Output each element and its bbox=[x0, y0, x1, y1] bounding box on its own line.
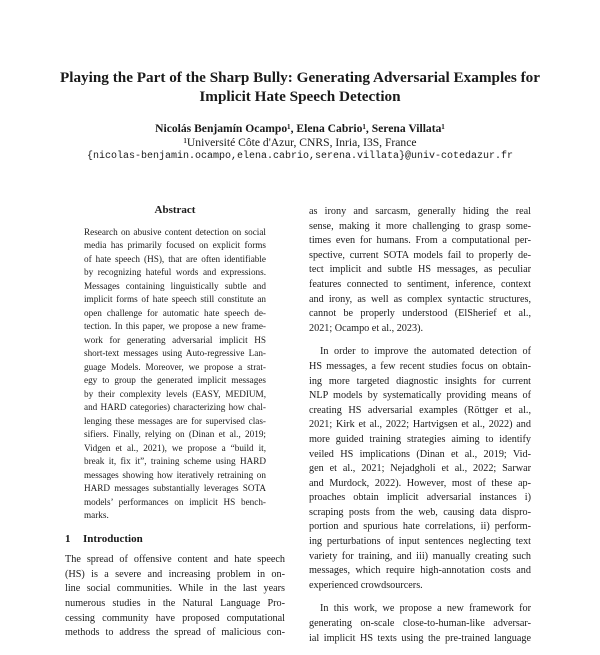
author-block bbox=[40, 122, 560, 164]
text-line: guage Models. Moreover, we propose a strat- bbox=[84, 361, 266, 372]
intro-paragraph bbox=[65, 553, 285, 641]
text-line: Messages containing linguistically subtle and bbox=[84, 280, 266, 291]
left-column bbox=[65, 203, 285, 650]
text-line: Vidgen et al., 2021), we propose a “build it, bbox=[84, 442, 266, 453]
text-line: line social communities. While in the last years bbox=[65, 583, 285, 595]
affiliation: ¹Université Côte d'Azur, CNRS, Inria, I3S, France bbox=[183, 136, 417, 149]
title-line: Playing the Part of the Sharp Bully: Generating Adversarial Examples for bbox=[59, 69, 541, 86]
text-line: features connected to sentiment, inference, context bbox=[309, 278, 531, 290]
body-paragraph bbox=[309, 602, 531, 646]
text-line: open challenge for automatic hate speech de- bbox=[84, 307, 266, 318]
text-line: models’ performances on implicit HS bench- bbox=[84, 496, 266, 507]
text-line: lenging these messages are for supervised clas- bbox=[84, 415, 266, 426]
text-line: 2021; Kirk et al., 2022; Hartvigsen et al., 2022) and bbox=[309, 419, 531, 431]
text-line: NLP models by systematically providing means of bbox=[309, 390, 531, 402]
text-line: numerous studies in the Natural Language Pro- bbox=[65, 597, 285, 609]
text-line: and Murdock, 2022). However, most of these ap- bbox=[309, 477, 531, 489]
text-line: spective, current SOTA models fail to properly de- bbox=[309, 249, 531, 261]
text-line: The spread of offensive content and hate speech bbox=[65, 554, 285, 566]
text-line: work for generating adversarial implicit HS bbox=[84, 334, 266, 345]
section-title: Introduction bbox=[83, 532, 143, 545]
text-line: (HS) is a severe and increasing problem in on- bbox=[65, 568, 285, 580]
text-line: cessing community have proposed computational bbox=[65, 612, 285, 624]
section-heading bbox=[65, 532, 285, 547]
text-line: cannot be properly understood (ElSherief et al., bbox=[309, 308, 531, 320]
text-line: portion and spurious hate correlations, ii) perform- bbox=[309, 521, 531, 533]
text-line: HARD messages substantially leverages SOTA bbox=[84, 483, 266, 494]
text-line: tection. In this paper, we propose a new frame- bbox=[84, 321, 266, 332]
text-line: ing more targeted diagnostic insights for current bbox=[309, 375, 531, 387]
text-line: marks. bbox=[84, 510, 109, 521]
text-line: sifiers. Finally, relying on (Dinan et al., 2019; bbox=[84, 429, 266, 440]
text-line: scraping posts from the web, causing data dispro- bbox=[309, 506, 531, 518]
text-line: more guided training strategies aiming to identify bbox=[309, 433, 531, 445]
text-line: In this work, we propose a new framework for bbox=[320, 603, 531, 615]
text-line: by recognizing hateful words and expressions. bbox=[84, 267, 266, 278]
text-line: by their complexity levels (EASY, MEDIUM, bbox=[84, 388, 266, 399]
title-line: Implicit Hate Speech Detection bbox=[199, 88, 401, 105]
text-line: break it, fix it”, training scheme using HARD bbox=[84, 456, 266, 467]
text-line: generating on-scale close-to-human-like adversar- bbox=[309, 618, 531, 630]
text-line: egy to group the generated implicit messages bbox=[84, 375, 266, 386]
text-line: sense, making it more challenging to grasp some- bbox=[309, 220, 531, 232]
text-line: methods to address the spread of malicious con- bbox=[65, 627, 285, 639]
text-line: In order to improve the automated detection of bbox=[320, 346, 531, 358]
text-line: and irony, as well as complex syntactic structures, bbox=[309, 293, 531, 305]
text-line: experienced crowdsourcers. bbox=[309, 579, 423, 591]
section-number: 1 bbox=[65, 532, 71, 545]
text-line: of hate speech (HS), that are often identifiable bbox=[84, 253, 266, 264]
text-line: creating HS adversarial examples (Röttger et al., bbox=[309, 404, 531, 416]
text-line: ing perturbations of input sentences neglecting text bbox=[309, 536, 531, 548]
right-column bbox=[309, 205, 531, 655]
text-line: variety for training, and iii) manually creating such bbox=[309, 550, 531, 562]
text-line: ial implicit HS texts using the pre-trained language bbox=[309, 632, 531, 644]
body-paragraph bbox=[309, 205, 531, 336]
text-line: and HARD categories) characterizing how chal- bbox=[84, 402, 266, 413]
text-line: media has primarily focused on explicit forms bbox=[84, 240, 266, 251]
text-line: implicit forms of hate speech still constitute an bbox=[84, 294, 266, 305]
text-line: gen et al., 2021; Nejadgholi et al., 2022; Sarwar bbox=[309, 463, 531, 475]
author-names: Nicolás Benjamín Ocampo¹, Elena Cabrio¹, Serena Villata¹ bbox=[155, 122, 445, 135]
text-line: veiled HS implications (Dinan et al., 2019; Vid- bbox=[309, 448, 531, 460]
text-line: short-text messages using Auto-regressive Lan- bbox=[84, 348, 266, 359]
text-line: tect implicit and subtle HS messages, as peculiar bbox=[309, 264, 531, 276]
text-line: as irony and sarcasm, generally hiding the real bbox=[309, 206, 531, 217]
abstract-heading: Abstract bbox=[154, 204, 196, 216]
text-line: proaches obtain implicit adversarial instances i) bbox=[309, 492, 531, 504]
author-emails: {nicolas-benjamin.ocampo,elena.cabrio,serena.villata}@univ-cotedazur.fr bbox=[86, 151, 514, 162]
text-line: times even for humans. From a computational per- bbox=[309, 235, 531, 247]
text-line: messages showing how iteratively retraining on bbox=[84, 469, 266, 480]
text-line: messages, which require high-annotation costs and bbox=[309, 565, 531, 577]
text-line: 2021; Ocampo et al., 2023). bbox=[309, 322, 424, 334]
body-paragraph bbox=[309, 345, 531, 593]
abstract-text bbox=[65, 226, 285, 523]
paper-title bbox=[40, 68, 560, 106]
text-line: Research on abusive content detection on social bbox=[84, 226, 266, 237]
text-line: HS messages, a few recent studies focus on obtain- bbox=[309, 360, 531, 372]
